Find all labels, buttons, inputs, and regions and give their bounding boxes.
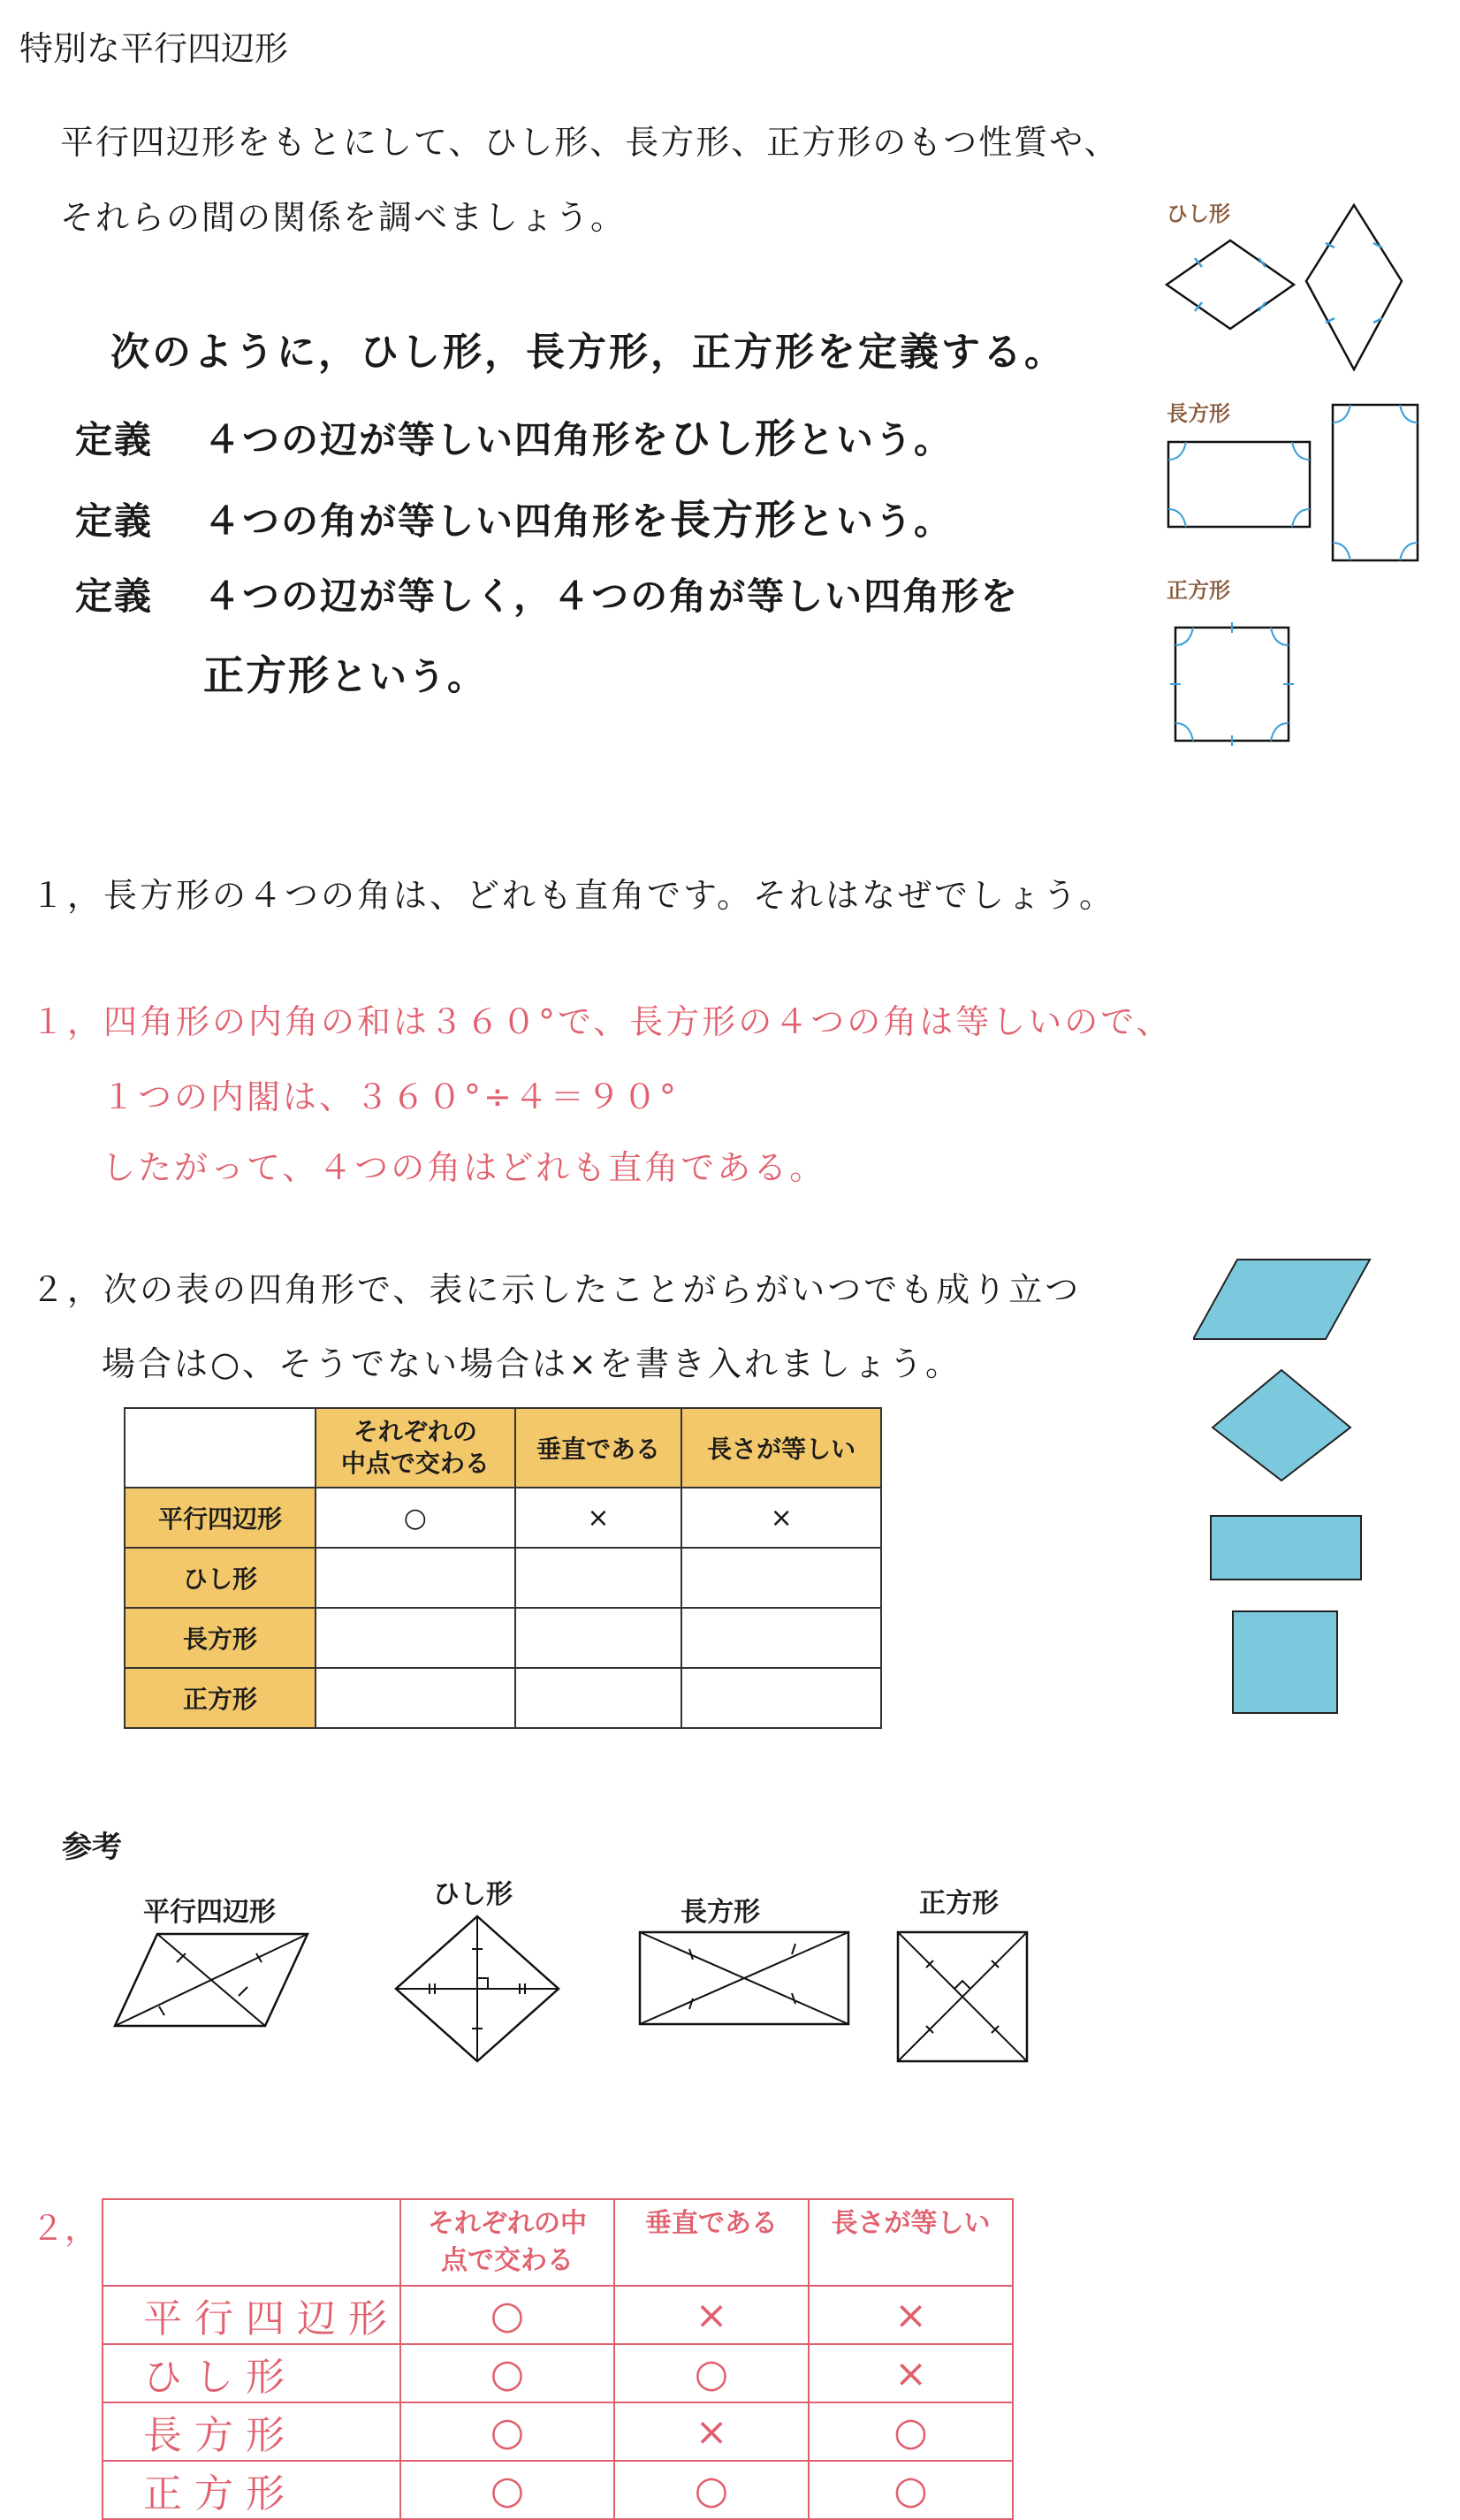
square-figure (1165, 619, 1297, 751)
answer-table (102, 2198, 1014, 2520)
definition-suffix: という。 (331, 655, 487, 698)
rhombus-wide (1167, 240, 1294, 329)
table-cell[interactable]: ○ (316, 1488, 515, 1548)
reference-label-rhombus: ひし形 (433, 1879, 513, 1910)
quadrilateral-table (124, 1407, 882, 1729)
table-cell[interactable]: × (681, 1488, 881, 1548)
table-row (125, 1548, 881, 1608)
intro-line-2: それらの間の関係を調べましょう。 (60, 198, 627, 237)
answer-row (103, 2402, 1013, 2461)
answer-1-line-1: １，四角形の内角の和は３６０°で、長方形の４つの角は等しいので、 (31, 1002, 1173, 1041)
answer-cell: ○ (809, 2402, 1013, 2461)
rectangle-figures (1165, 400, 1430, 563)
answer-cell: ○ (400, 2461, 614, 2519)
table-cell[interactable] (515, 1548, 682, 1608)
answer-row (103, 2344, 1013, 2402)
answer-row-label: 正方形 (103, 2461, 400, 2519)
answer-row-label: ひし形 (103, 2344, 400, 2402)
reference-rectangle (636, 1927, 857, 2033)
filled-parallelogram (1193, 1260, 1370, 1339)
intro-line-1: 平行四辺形をもとにして、ひし形、長方形、正方形のもつ性質や、 (60, 123, 1120, 162)
definition-text: ４つの角が等しい四角形を (203, 499, 671, 543)
definition-rhombus (75, 407, 953, 465)
answer-cell: ○ (809, 2461, 1013, 2519)
definition-text: ４つの辺が等しく，４つの角が等しい四角形を (203, 575, 1020, 618)
definition-label: 定義 (75, 418, 154, 461)
definition-label: 定義 (75, 575, 154, 618)
reference-square (893, 1927, 1034, 2068)
table-header-perpendicular: 垂直である (515, 1408, 682, 1488)
definition-keyword: ひし形 (670, 415, 798, 462)
answer-row-label: 長方形 (103, 2402, 400, 2461)
definitions-lead: 次のように，ひし形，長方形，正方形を定義する。 (110, 330, 1066, 375)
answer-row (103, 2461, 1013, 2519)
answer-header-midpoint (400, 2199, 614, 2286)
question-2-line-2: 場合は○、そうでない場合は×を書き入れましょう。 (102, 1344, 962, 1383)
definition-keyword: 正方形 (203, 651, 331, 699)
table-cell[interactable] (316, 1548, 515, 1608)
definition-text: ４つの辺が等しい四角形を (203, 418, 671, 461)
reference-label-square: 正方形 (919, 1888, 999, 1919)
table-cell[interactable] (515, 1668, 682, 1728)
table-row (125, 1668, 881, 1728)
reference-label-rectangle: 長方形 (681, 1897, 760, 1928)
figure-label-square: 正方形 (1167, 578, 1230, 603)
table-row (125, 1608, 881, 1668)
answer-2-label: ２， (31, 2209, 99, 2248)
answer-1-line-2: １つの内閣は、３６０°÷４＝９０° (102, 1077, 679, 1116)
header-line: それぞれの中 (428, 2208, 587, 2239)
filled-square (1233, 1611, 1337, 1713)
answer-cell: × (809, 2344, 1013, 2402)
definition-rectangle (75, 488, 953, 546)
figure-label-rectangle: 長方形 (1167, 401, 1230, 426)
definition-square-continuation (203, 643, 486, 702)
answer-header-equal-length: 長さが等しい (809, 2199, 1013, 2286)
answer-cell: ○ (400, 2286, 614, 2344)
rhombus-tall (1306, 205, 1402, 369)
reference-label-parallelogram: 平行四辺形 (143, 1897, 276, 1928)
definition-square (75, 567, 1019, 620)
rhombus-figures (1158, 194, 1441, 371)
answer-cell: × (809, 2286, 1013, 2344)
filled-rectangle (1211, 1516, 1361, 1580)
question-2-line-1: ２，次の表の四角形で、表に示したことがらがいつでも成り立つ (31, 1270, 1082, 1309)
figure-label-rhombus: ひし形 (1167, 202, 1230, 226)
table-row (125, 1488, 881, 1548)
header-line: 点で交わる (441, 2245, 574, 2276)
reference-parallelogram (106, 1927, 318, 2042)
rectangle-tall (1333, 405, 1418, 560)
table-cell[interactable]: × (515, 1488, 682, 1548)
table-cell[interactable] (681, 1548, 881, 1608)
answer-cell: ○ (614, 2344, 809, 2402)
table-cell[interactable] (316, 1668, 515, 1728)
table-cell[interactable] (515, 1608, 682, 1668)
row-label: 長方形 (125, 1608, 316, 1668)
answer-cell: × (614, 2402, 809, 2461)
answer-cell: ○ (400, 2402, 614, 2461)
table-header-midpoint (316, 1408, 515, 1488)
header-line: 中点で交わる (340, 1449, 490, 1478)
question-1: １，長方形の４つの角は、どれも直角です。それはなぜでしょう。 (31, 876, 1115, 915)
answer-cell: × (614, 2286, 809, 2344)
answer-cell: ○ (400, 2344, 614, 2402)
definition-suffix: という。 (797, 418, 954, 461)
definition-label: 定義 (75, 499, 154, 543)
table-cell[interactable] (316, 1608, 515, 1668)
table-cell[interactable] (681, 1668, 881, 1728)
row-label: ひし形 (125, 1548, 316, 1608)
answer-header-perpendicular: 垂直である (614, 2199, 809, 2286)
header-line: それぞれの (353, 1417, 477, 1446)
answer-1-line-3: したがって、４つの角はどれも直角である。 (102, 1148, 826, 1187)
reference-rhombus (389, 1909, 566, 2068)
reference-label: 参考 (62, 1830, 122, 1865)
answer-table-corner (103, 2199, 400, 2286)
answer-cell: ○ (614, 2461, 809, 2519)
table-corner (125, 1408, 316, 1488)
page-title: 特別な平行四辺形 (19, 29, 289, 68)
table-header-equal-length: 長さが等しい (681, 1408, 881, 1488)
definition-suffix: という。 (797, 499, 954, 543)
definition-keyword: 長方形 (670, 496, 798, 544)
row-label: 正方形 (125, 1668, 316, 1728)
filled-shapes (1193, 1251, 1379, 1719)
table-cell[interactable] (681, 1608, 881, 1668)
row-label: 平行四辺形 (125, 1488, 316, 1548)
answer-row-label: 平行四辺形 (103, 2286, 400, 2344)
filled-rhombus (1213, 1370, 1350, 1481)
rectangle-wide (1168, 442, 1310, 527)
answer-row (103, 2286, 1013, 2344)
